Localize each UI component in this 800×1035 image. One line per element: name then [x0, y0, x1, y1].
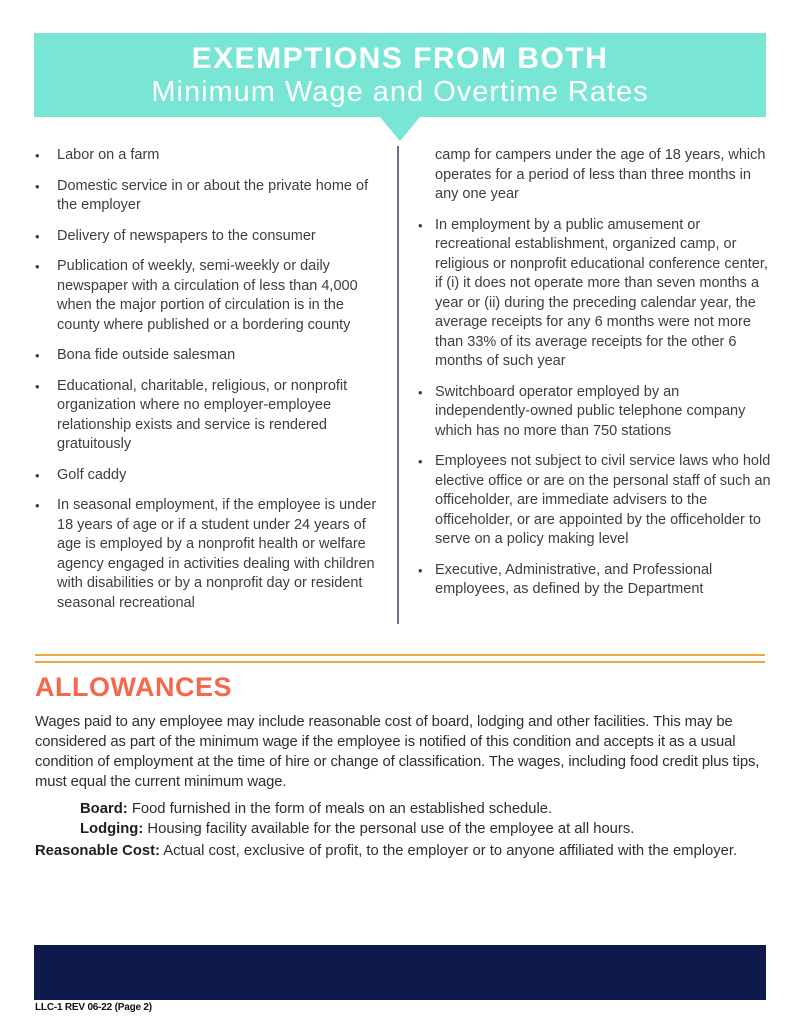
bullet-text: In employment by a public amusement or recreational establishment, organized camp, or religious or nonprofit educational conference center, if (i) it does not operate more than seven months a year or (ii) during the preceding calendar year, the average receipts for any 6 months were not more than 33% of its average receipts for the other 6 months of such year [435, 216, 768, 369]
bullet-text: Bona fide outside salesman [57, 347, 236, 363]
list-item [35, 257, 397, 335]
bullet-text: Labor on a farm [57, 147, 160, 163]
bullet-text: Educational, charitable, religious, or nonprofit organization where no employer-employee relationship exists and service is rendered gratuitously [57, 377, 348, 452]
list-item [418, 216, 778, 372]
bullet-text: Publication of weekly, semi-weekly or daily newspaper with a circulation of less than 4,000 when the major portion of circulation is in the county where published or a bordering county [57, 258, 358, 333]
list-item [418, 452, 778, 550]
continuation-paragraph: camp for campers under the age of 18 years, which operates for a period of less than three months in any one year [435, 147, 766, 202]
double-rule-divider [35, 654, 765, 663]
lodging-definition [80, 819, 770, 839]
bullet-icon: • [418, 217, 423, 233]
bullet-text: Golf caddy [57, 466, 127, 483]
exemptions-left-list [35, 146, 397, 613]
bullet-text: Domestic service in or about the private home of the employer [57, 177, 369, 213]
banner-subtitle: Minimum Wage and Overtime Rates [151, 76, 649, 108]
board-text: Food furnished in the form of meals on an established schedule. [131, 801, 553, 817]
list-item [35, 346, 397, 366]
allowances-intro-paragraph: Wages paid to any employee may include reasonable cost of board, lodging and other facilities. This may be considered as part of the minimum wage if the employee is notified of this condition and accepts it as a usual condition of employment at the time of hire or change of classification. The wages, including food credit plus tips, must equal the current minimum wage. [35, 714, 760, 790]
banner-pointer-triangle-icon [380, 117, 420, 141]
bullet-icon: • [418, 562, 423, 578]
reasonable-cost-definition [35, 841, 775, 861]
bullet-text: Delivery of newspapers to the consumer [57, 227, 316, 244]
bullet-icon: • [35, 467, 40, 483]
reasonable-cost-term: Reasonable Cost: [35, 843, 160, 859]
bullet-text: Employees not subject to civil service laws who hold elective office or are on the personal staff of such an officeholder, are immediate advisers to the officeholder, or are appointed by the officeholder to serve on a policy making level [435, 453, 771, 547]
exemptions-section [35, 146, 778, 624]
list-item [35, 146, 397, 166]
bullet-icon: • [418, 454, 423, 469]
bullet-icon: • [35, 228, 40, 244]
exemptions-left-column [35, 146, 397, 624]
bullet-icon: • [35, 378, 40, 394]
bullet-icon: • [35, 178, 40, 194]
bullet-icon: • [35, 348, 40, 363]
list-item [35, 466, 397, 486]
exemptions-right-column [399, 146, 778, 624]
banner-title: EXEMPTIONS FROM BOTH [191, 42, 609, 75]
lodging-term: Lodging: [80, 821, 144, 837]
list-item [35, 177, 397, 216]
allowances-heading: ALLOWANCES [35, 672, 232, 702]
bullet-text: In seasonal employment, if the employee is under 18 years of age or if a student under 24 years of age is employed by a nonprofit health or welfare agency engaged in activities dealing with children with disabilities or by a nonprofit day or resident seasonal recreational [57, 497, 377, 611]
bullet-text: Switchboard operator employed by an independently-owned public telephone company which has no more than 750 stations [435, 383, 746, 439]
board-definition [80, 799, 770, 819]
bullet-icon: • [35, 259, 40, 274]
lodging-text: Housing facility available for the personal use of the employee at all hours. [147, 821, 635, 837]
form-number-caption: LLC-1 REV 06-22 (Page 2) [35, 1002, 152, 1013]
board-term: Board: [80, 801, 128, 817]
footer-navy-bar [34, 945, 766, 1000]
bullet-text: Executive, Administrative, and Professional employees, as defined by the Department [435, 561, 713, 597]
list-item [35, 496, 397, 613]
reasonable-cost-text: Actual cost, exclusive of profit, to the employer or to anyone affiliated with the employer. [163, 843, 738, 859]
bullet-icon: • [35, 498, 40, 513]
list-item [35, 227, 397, 247]
bullet-icon: • [35, 148, 40, 163]
bullet-icon: • [418, 384, 423, 400]
exemptions-right-list [418, 216, 778, 600]
header-banner [34, 33, 766, 117]
list-item [35, 377, 397, 455]
list-item [418, 561, 778, 600]
list-item [418, 383, 778, 442]
allowances-definitions [80, 799, 770, 839]
